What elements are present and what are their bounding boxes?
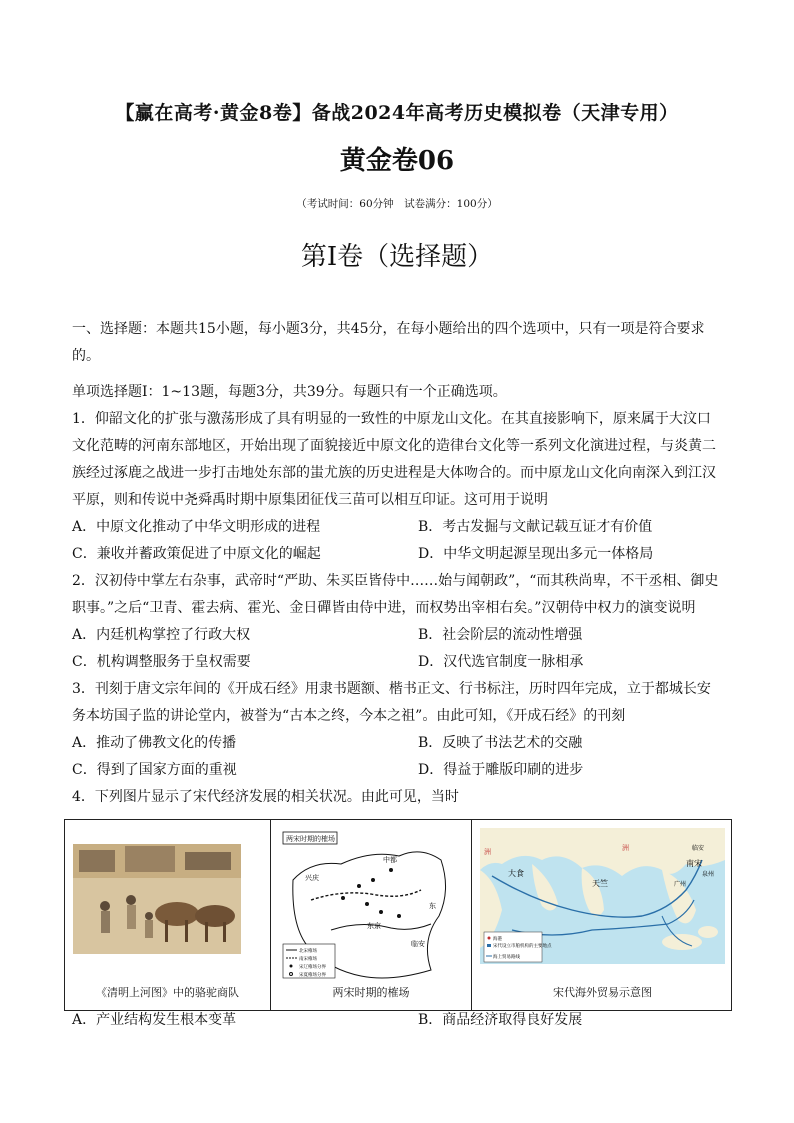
instruction-part1: 一、选择题：本题共15小题，每小题3分，共45分，在每小题给出的四个选项中，只有一项是符合要求的。 xyxy=(72,321,705,364)
map-legend-1: 北宋榷场 xyxy=(299,949,317,954)
map-legend-port: 海港 xyxy=(493,937,502,942)
map-label-dashi: 大食 xyxy=(508,869,524,878)
map-label-xingqing: 兴庆 xyxy=(305,874,319,882)
map-legend-office: 宋代设立市舶机构的主要地点 xyxy=(493,944,552,949)
figure-2-caption: 两宋时期的榷场 xyxy=(332,986,410,999)
map-title: 两宋时期的榷场 xyxy=(286,835,335,843)
figure-maritime-trade-map xyxy=(472,820,733,1010)
question-2-options xyxy=(72,622,724,676)
q3-option-d[interactable]: D．得益于雕版印刷的进步 xyxy=(418,762,584,778)
map-label-linan: 临安 xyxy=(411,940,425,948)
figure-3-caption: 宋代海外贸易示意图 xyxy=(553,986,652,999)
map-legend-3: 宋辽榷场分界 xyxy=(299,965,326,970)
q1-option-c[interactable]: C．兼收并蓄政策促进了中原文化的崛起 xyxy=(72,546,321,562)
figure-trade-markets-map xyxy=(271,820,472,1010)
question-2-stem: 2．汉初侍中掌左右杂事，武帝时“严助、朱买臣皆侍中……始与闻朝政”，“而其秩尚卑，不干丞相、御史职事。”之后“卫青、霍去病、霍光、金日磾皆由侍中进，而权势出宰相右矣。”汉朝侍中权力的演变说明 xyxy=(72,573,719,616)
question-4-stem: 4．下列图片显示了宋代经济发展的相关状况。由此可见，当时 xyxy=(72,789,459,805)
q3-option-a[interactable]: A．推动了佛教文化的传播 xyxy=(72,735,237,751)
question-1-stem: 1．仰韶文化的扩张与激荡形成了具有明显的一致性的中原龙山文化。在其直接影响下，原来属于大汶口文化范畴的河南东部地区，开始出现了面貌接近中原文化的造律台文化等一系列文化演进过程，与炎黄二族经过涿鹿之战进一步打击地处东部的蚩尤族的历史进程是大体吻合的。而中原龙山文化向南深入到江汉平原，则和传说中尧舜禹时期中原集团征伐三苗可以相互印证。这可用于说明 xyxy=(72,411,716,508)
q1-option-d[interactable]: D．中华文明起源呈现出多元一体格局 xyxy=(418,546,654,562)
map-label-dong: 东 xyxy=(429,902,436,910)
trade-markets-map xyxy=(271,820,471,1010)
q4-option-a[interactable]: A．产业结构发生根本变革 xyxy=(72,1012,237,1028)
q4-option-b[interactable]: B．商品经济取得良好发展 xyxy=(418,1012,583,1028)
q2-option-b[interactable]: B．社会阶层的流动性增强 xyxy=(418,627,583,643)
map-label-tianzhu: 天竺 xyxy=(592,879,608,888)
camel-caravan-painting xyxy=(65,820,270,1010)
q1-option-a[interactable]: A．中原文化推动了中华文明形成的进程 xyxy=(72,519,321,535)
map-label-linan: 临安 xyxy=(692,845,705,852)
map-legend-2: 南宋榷场 xyxy=(299,957,317,962)
question-body xyxy=(72,316,724,811)
map-label-guangzhou: 广州 xyxy=(674,881,687,888)
question-1-options xyxy=(72,514,724,568)
header-title: 【赢在高考·黄金8卷】备战2024年高考历史模拟卷（天津专用） xyxy=(115,102,679,124)
q2-option-d[interactable]: D．汉代选官制度一脉相承 xyxy=(418,654,584,670)
q3-option-c[interactable]: C．得到了国家方面的重视 xyxy=(72,762,237,778)
figure-camel-caravan xyxy=(65,820,271,1010)
map-label-zhou-2: 洲 xyxy=(622,844,629,852)
q2-option-a[interactable]: A．内廷机构掌控了行政大权 xyxy=(72,627,251,643)
map-label-quanzhou: 泉州 xyxy=(702,871,715,878)
instruction-part2: 单项选择题Ⅰ：1~13题，每题3分，共39分。每题只有一个正确选项。 xyxy=(72,384,507,400)
map-label-zhou-1: 洲 xyxy=(484,848,491,856)
map-label-zhongdu: 中都 xyxy=(383,856,397,864)
map-legend-4: 宋夏榷场分界 xyxy=(299,973,326,978)
question-3-stem: 3．刊刻于唐文宗年间的《开成石经》用隶书题额、楷书正文、行书标注，历时四年完成，立于都城长安务本坊国子监的讲论堂内，被誉为“古本之终，今本之祖”。由此可知，《开成石经》的刊刻 xyxy=(72,681,711,724)
figure-panel xyxy=(64,819,732,1011)
map-label-dongjing: 东京 xyxy=(367,922,381,930)
paper-title: 黄金卷06 xyxy=(339,146,455,176)
q2-option-c[interactable]: C．机构调整服务于皇权需要 xyxy=(72,654,251,670)
maritime-trade-map xyxy=(472,820,733,1010)
q3-option-b[interactable]: B．反映了书法艺术的交融 xyxy=(418,735,583,751)
question-3-options xyxy=(72,730,724,784)
section-title: 第I卷（选择题） xyxy=(300,242,494,272)
exam-info: （考试时间：60分钟 试卷满分：100分） xyxy=(296,198,498,210)
question-4-options xyxy=(72,1007,724,1034)
figure-1-caption: 《清明上河图》中的骆驼商队 xyxy=(96,986,239,999)
map-legend-route: 海上贸易路线 xyxy=(493,955,520,960)
q1-option-b[interactable]: B．考古发掘与文献记载互证才有价值 xyxy=(418,519,653,535)
map-label-nansong: 南宋 xyxy=(686,859,702,868)
